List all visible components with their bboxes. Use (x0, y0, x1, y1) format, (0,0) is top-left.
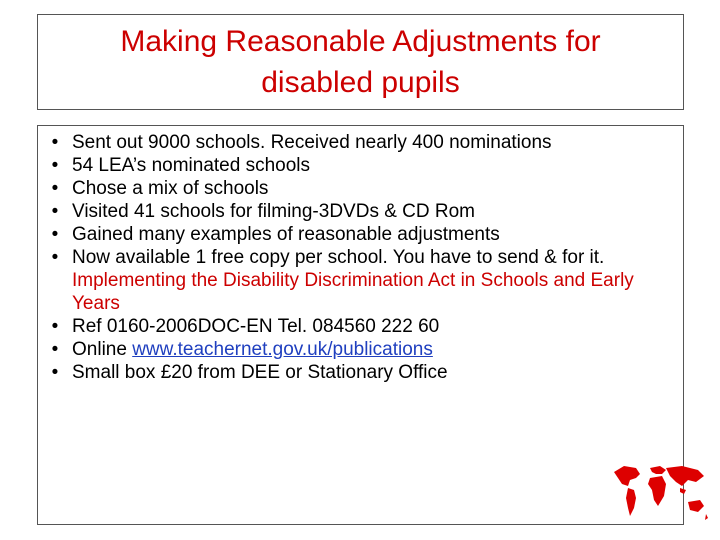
bullet-text: Visited 41 schools for filming-3DVDs & CD Rom (72, 201, 476, 222)
content-box (37, 125, 684, 525)
bullet-item (48, 223, 673, 246)
bullet-text: Sent out 9000 schools. Received nearly 400 nominations (72, 132, 552, 153)
bullet-item (48, 200, 673, 223)
world-map-icon (610, 462, 710, 530)
bullet-item (48, 338, 673, 361)
publications-link[interactable]: www.teachernet.gov.uk/publications (132, 339, 433, 360)
bullet-dot: • (51, 201, 59, 222)
bullet-text: Ref 0160-2006DOC-EN Tel. 084560 222 60 (72, 316, 440, 337)
slide-title (120, 21, 600, 103)
bullet-item (48, 246, 673, 315)
bullet-dot: • (51, 316, 59, 337)
title-box (37, 14, 684, 110)
publication-title: Implementing the Disability Discrimination Act in Schools and Early Years (72, 270, 634, 314)
bullet-text: 54 LEA’s nominated schools (72, 155, 311, 176)
bullet-item (48, 177, 673, 200)
bullet-item (48, 361, 673, 384)
bullet-dot: • (51, 224, 59, 245)
bullet-text: Now available 1 free copy per school. You have to send & for it. (72, 247, 605, 268)
title-line-2: disabled pupils (261, 66, 460, 99)
bullet-item (48, 315, 673, 338)
bullet-text: Chose a mix of schools (72, 178, 269, 199)
bullet-dot: • (51, 178, 59, 199)
title-line-1: Making Reasonable Adjustments for (120, 25, 601, 58)
bullet-dot: • (51, 339, 59, 360)
bullet-text: Gained many examples of reasonable adjustments (72, 224, 500, 245)
bullet-dot: • (51, 132, 59, 153)
bullet-list (48, 131, 673, 384)
bullet-item (48, 154, 673, 177)
bullet-dot: • (51, 155, 59, 176)
bullet-item (48, 131, 673, 154)
bullet-text: Online (72, 339, 127, 360)
bullet-dot: • (51, 247, 59, 268)
bullet-dot: • (51, 362, 59, 383)
bullet-text: Small box £20 from DEE or Stationary Office (72, 362, 448, 383)
